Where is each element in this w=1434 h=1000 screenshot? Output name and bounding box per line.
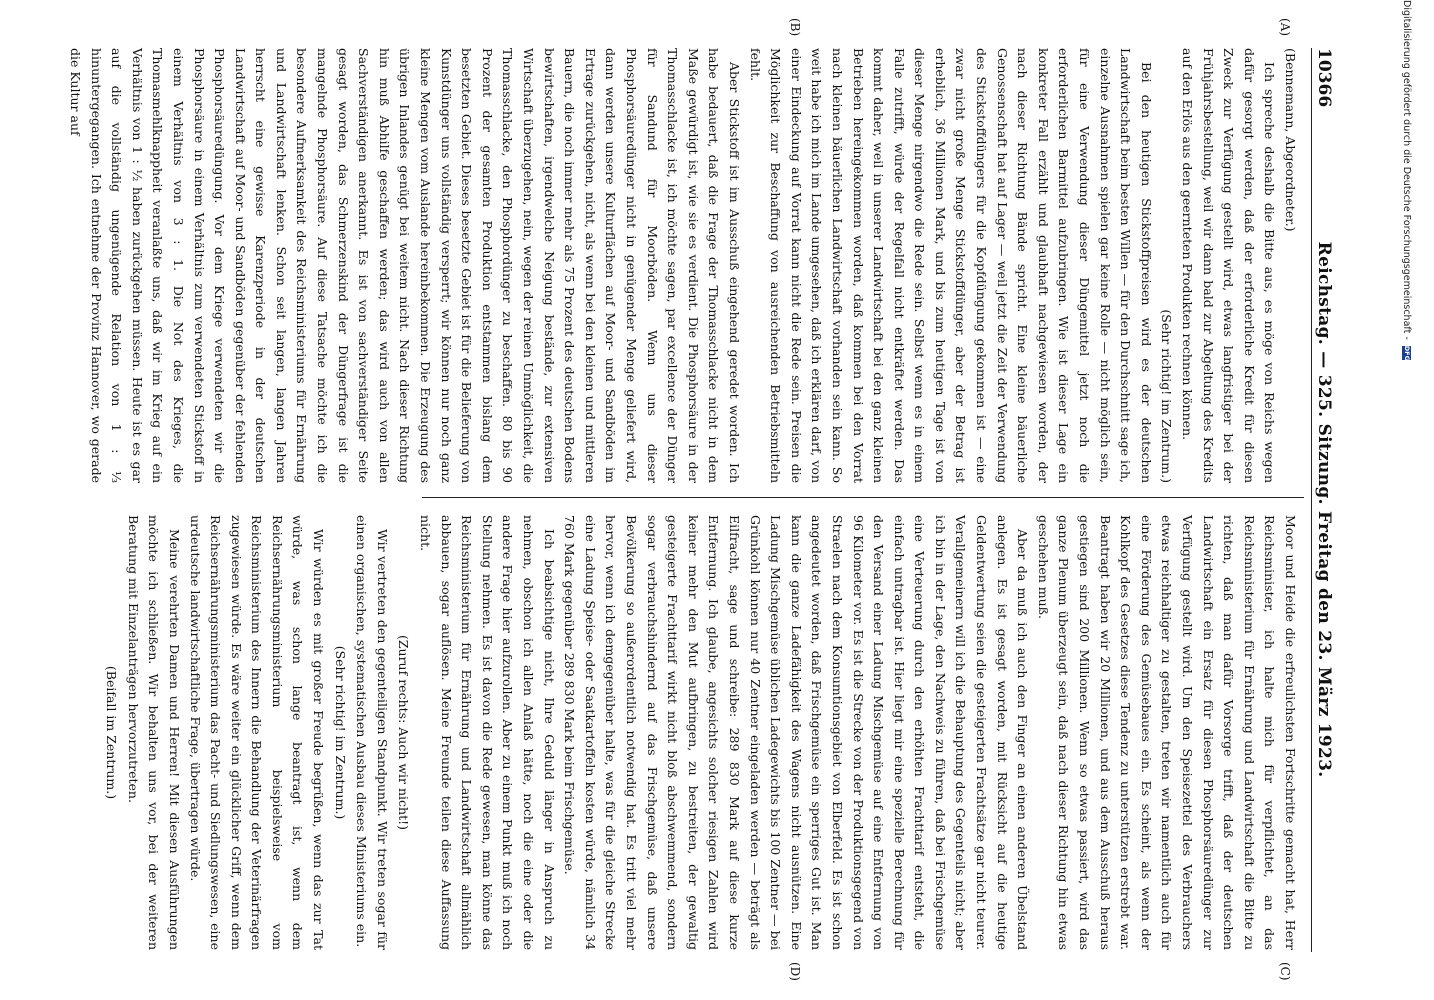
page-content: [67, 10, 1362, 990]
interjection: (Sehr richtig! im Zentrum.): [332, 645, 348, 820]
margin-mark-c: (C): [1278, 962, 1292, 981]
paragraph: Wir vertreten den gegenteiligen Standpunkt. Wir treten sogar für einen organischen, systematischen Ausbau dieses Ministeriums ein.: [354, 515, 390, 950]
margin-mark-a: (A): [1278, 18, 1292, 37]
digitization-footnote: [1396, 0, 1418, 1000]
paragraph: Meine verehrten Damen und Herren! Mit diesen Ausführungen möchte ich schließen. Wir behalten uns vor, bei der weiteren Beratung mit Einzelanträgen hervorzutreten.: [125, 515, 182, 950]
scanned-page: [67, 10, 1362, 990]
footnote-text: Digitalisierung gefördert durch die Deutsche Forschungsgemeinschaft -: [1401, 0, 1413, 340]
dfg-logo: DFG: [1403, 345, 1412, 361]
page-title: Reichstag. — 325. Sitzung. Freitag den 23. März 1923.: [1314, 241, 1334, 778]
paragraph: Moor und Heide die erfreulichsten Fortschritte gemacht hat, Herr Reichsminister, ich halte mich für verpflichtet, an das Reichsministerium für Ernährung und Landwirtschaft die Bitte zu richten, daß man dafür Vorsorge trifft, daß der deutschen Landwirtschaft ein Ersatz für diesen Phosphorsäuredünger zur Verfügung gestellt wird. Um den Speisezettel des Verbrauchers etwas reichhaltiger zu gestalten, treten wir namentlich auch für eine Förderung des Gemüsebaues ein. Es scheint, als wenn der Kohlkopf des Gesetzes diese Tendenz zu unterstützen erstrebt war. Beantragt haben wir 20 Millionen, und aus dem Ausschuß heraus gestiegen sind 200 Millionen. Wenn so etwas passiert, wird das ganze Plenum überzeugt sein, daß nach dieser Richtung hin etwas geschehen muß.: [1035, 515, 1298, 950]
column-divider: [422, 497, 1304, 498]
page-header: [1311, 48, 1340, 952]
speaker-line: (Bennemann, Abgeordneter.): [1283, 48, 1298, 232]
paragraph: Bei den heutigen Stickstoffpreisen wird es der deutschen Landwirtschaft beim besten Willen — für den Durchschnitt sage ich, einzelne Ausnahmen spielen gar keine Rolle — nicht möglich sein, für eine Verwendung dieser Düngemittel jetzt noch die erforderlichen Barmittel aufzubringen. Wie ist dieser Lage ein konkreter Fall erzählt und glaubhaft nachgewiesen worden, der nach dieser Richtung Bände spricht. Eine kleine bäuerliche Genossenschaft hat auf Lager — weil jetzt die Zeit der Verwendung des Stickstoffdüngers für die Kopfdüngung gekommen ist — eine zwar nicht große Menge Stickstoffdünger, aber der Betrag ist erheblich, 36 Millionen Mark, und bis zum heutigen Tage ist von dieser Menge nirgendwo die Rede sein. Selbst wenn es in einem Falle zutrifft, würde der Regelfall nicht entkräftet werden. Das kommt daher, weil in unserer Landwirtschaft bei den ganz kleinen Betrieben hereingekommen worden, daß kommen bei den Vorrat nach kleinen bäuerlichen Landwirtschaft vorhanden sein kann. So weit habe ich mich im Lande umgesehen, daß ich erklären darf, von einer Eindeckung auf Vorrat kann nicht die Rede sein. Preisen die Möglichkeit zur Beschaffung von ausreichenden Betriebsmitteln fehlt.: [747, 48, 1154, 483]
paragraph: Wir würden es mit großer Freude begrüßen, wenn das zur Tat würde, was schon lange beantragt ist, wenn dem Reichsernährungsministerium beispielsweise vom Reichsministerium des Innern die Behandlung der Veterinärfragen zugewiesen würde. Es wäre weiter ein glücklicher Griff, wenn dem Reichsernährungsministerium das Pacht- und Siedlungswesen, eine urdeutsche landwirtschaftliche Frage, übertragen würde.: [187, 515, 327, 950]
interjection: (Zuruf rechts: Auch wir nicht!): [396, 634, 412, 831]
applause-note: (Beifall im Zentrum.): [104, 665, 120, 800]
right-column: [92, 515, 1300, 950]
interjection: (Sehr richtig! im Zentrum.): [1159, 309, 1175, 483]
margin-mark-d: (D): [788, 962, 802, 981]
paragraph: Ich spreche deshalb die Bitte aus, es möge von Reichs wegen dafür gesorgt werden, daß der erforderliche Kredit für diesen Zweck zur Verfügung gestellt wird, etwas langfristiger bei der Frühjahrsbestellung, weil wir dann bald zur Abgeltung des Kredits auf den Erlös aus den geernteten Produkten rechnen können.: [1180, 48, 1278, 483]
left-column: [67, 48, 1300, 483]
paragraph: Ich beabsichtige nicht, Ihre Geduld länger in Anspruch zu nehmen, obschon ich allen Anlaß hätte, noch die eine oder die andere Frage hier aufzurollen. Aber zu einem Punkt muß ich noch Stellung nehmen. Es ist davon die Rede gewesen, man könne das Reichsministerium für Ernährung und Landwirtschaft allmählich abbauen, sogar auflösen. Meine Freunde teilen diese Auffassung nicht.: [418, 515, 557, 950]
margin-mark-b: (B): [788, 18, 802, 37]
page-number: 10366: [1314, 48, 1334, 108]
paragraph: Aber da muß ich auch den Finger an einen anderen Übelstand anlegen. Es ist gesagt worden, mit Rücksicht auf die heutige Geldentwertung seien die gesteigerten Frachtsätze gar nicht teurer. Verallgemeinern will ich die Behauptung des Gegenteils nicht; aber ich bin in der Lage, den Nachweis zu führen, daß bei Frischgemüse eine Verteuerung durch den erhöhten Frachttarif entsteht, die einfach untragbar ist. Hier liegt mir eine spezielle Berechnung für den Versand einer Ladung Mischgemüse auf eine Entfernung von 96 Kilometer vor. Es ist die Strecke von der Produktionsgegend von Straelen nach dem Konsumtionsgebiet von Elberfeld. Es ist schon angedeutet worden, daß Frischgemüse ein sperriges Gut ist. Man kann die ganze Ladefähigkeit des Wagens nicht ausnützen. Eine Ladung Mischgemüse üblichen Ladegewichts bis 100 Zentner — bei Grünkohl können nur 40 Zentner eingeladen werden — beträgt als Eilfracht, sage und schreibe: 289 830 Mark auf diese kurze Entfernung. Ich glaube, angesichts solcher riesigen Zahlen wird keiner mehr den Mut aufbringen, zu bestreiten, der gewaltig gesteigerte Frachttarif wirkt nicht bloß abschwemmend, sondern sogar verbrauchshindernd auf das Frischgemüse, daß unsere Bevölkerung so außerordentlich notwendig hat. Es tritt viel mehr hervor, wenn ich demgegenüber halte, was für die gleiche Strecke eine Ladung Speise- oder Saatkartoffeln kosten würde, nämlich 34 760 Mark gegenüber 289 830 Mark beim Frischgemüse.: [562, 515, 1031, 950]
paragraph: Aber Stickstoff ist im Ausschuß eingehend geredet worden. Ich habe bedauert, daß die Frage der Thomasschlacke nicht in dem Maße gewürdigt ist, wie sie es verdient. Die Phosphorsäure in der Thomasschlacke ist, ich möchte sagen, par excellence der Dünger für Sandund für Moorböden. Wenn uns dieser Phosphorsäuredünger nicht in genügender Menge geliefert wird, dann werden unsere Kulturflächen auf Moor- und Sandböden im Ertrage zurückgehen, nicht, als wenn bei den kleinen und mittleren Bauern, die noch immer mehr als 75 Prozent des deutschen Bodens bewirtschaften, irgendwelche Neigung bestände, zur extensiven Wirtschaft überzugehen, nein, wegen der reinen Unmöglichkeit, die Thomasschlacke, den Phosphordünger zu beschaffen. 80 bis 90 Prozent der gesamten Produktion entstammen bislang dem besetzten Gebiet. Dieses besetzte Gebiet ist für die Belieferung von Kunstdünger uns vollständig versperrt; wir können nur noch ganz kleine Mengen vom Auslande hereinbekommen. Die Erzeugung des übrigen Inlandes genügt bei weitem nicht. Nach dieser Richtung hin muß Abhilfe geschaffen werden; das wird auch von allen Sachverständigen anerkannt. Es ist von sachverständiger Seite gesagt worden, das Schmerzenskind der Düngerfrage ist die mangelnde Phosphorsäure. Auf diese Tatsache möchte ich die besondere Aufmerksamkeit des Reichsministeriums für Ernährung und Landwirtschaft lenken. Schon seit langen, langen Jahren herrscht eine gewisse Karenzperiode in der deutschen Landwirtschaft auf Moor- und Sandböden gegenüber der fehlenden Phosphorsäuredüngung. Vor dem Kriege verwendeten wir die Phosphorsäure in einem Verhältnis zum verwendeten Stickstoff in einem Verhältnis von 3 : 1. Die Not des Krieges, die Thomasmehlknappheit veranlaßte uns, daß wir im Krieg auf ein Verhältnis von 1 : ½ haben zurückgehen müssen. Heute ist es gar auf die vollständig ungenügende Relation von 1 : ⅓ hinuntergegangen. Ich entnehme der Provinz Hannover, wo gerade die Kultur auf: [67, 48, 742, 483]
